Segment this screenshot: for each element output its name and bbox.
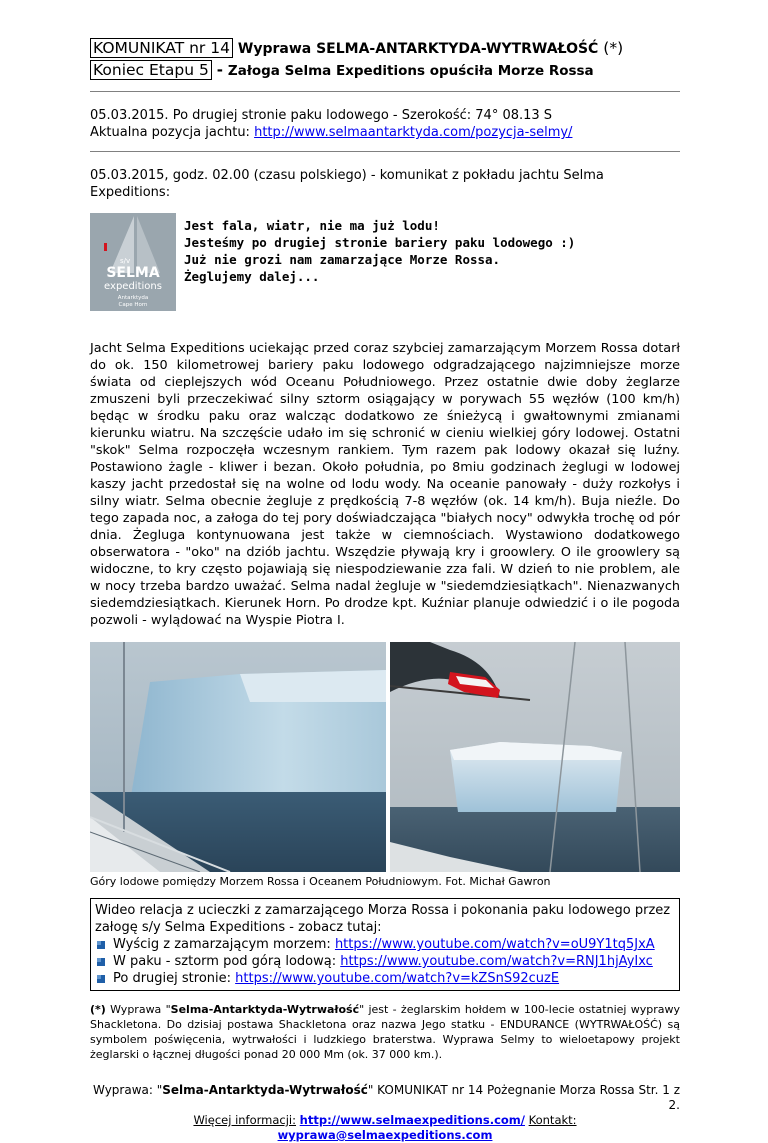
footer-post: " KOMUNIKAT nr 14 Pożegnanie Morza Rossa Str. 1 z 2. — [367, 1083, 680, 1112]
logo-line2-text: Cape Horn — [118, 302, 148, 308]
square-bullet-icon — [96, 940, 106, 950]
position-label: Aktualna pozycja jachtu: — [90, 125, 250, 140]
video-link-label: W paku - sztorm pod górą lodową: — [113, 954, 337, 969]
photo-caption: Góry lodowe pomiędzy Morzem Rossa i Oceanem Południowym. Fot. Michał Gawron — [90, 875, 551, 888]
video-link-label: Wyścig z zamarzającym morzem: — [113, 937, 331, 952]
position-info — [90, 107, 680, 141]
logo-line1-text: Antarktyda — [117, 295, 149, 301]
position-link-line — [90, 124, 680, 141]
video-link[interactable]: https://www.youtube.com/watch?v=oU9Y1tq5JxA — [334, 937, 655, 952]
website-link[interactable]: http://www.selmaexpeditions.com/ — [299, 1113, 525, 1127]
report-lead: 05.03.2015, godz. 02.00 (czasu polskiego) - komunikat z pokładu jachtu Selma Expeditions: — [90, 168, 604, 200]
contact-label: Kontakt: — [528, 1113, 577, 1127]
divider — [90, 151, 680, 152]
photo-row — [90, 642, 680, 872]
note-text: " jest - żeglarskim hołdem w 100-lecie ostatniej wyprawy Shackletona. Do dzisiaj postawa Shackletona oraz nazwa Jego statku - ENDURANCE (WYTRWAŁOŚĆ) są symbolem poświęcenia, wytrwałości i ludzkiego braterstwa. Wyprawa Selmy to wieloetapowy projekt żeglarski o łącznej długości ponad 20 000 Mm (ok. 37 000 km.). — [90, 1003, 681, 1061]
video-links — [95, 936, 673, 987]
square-bullet-icon — [96, 957, 106, 967]
video-link-item — [95, 970, 673, 987]
quote-line: Żeglujemy dalej... — [184, 269, 320, 284]
video-box — [90, 898, 680, 991]
header-line-1 — [90, 38, 680, 59]
video-link-item — [95, 953, 673, 970]
komunikat-number: KOMUNIKAT nr 14 — [90, 38, 233, 58]
video-intro: Wideo relacja z ucieczki z zamarzającego Morza Rossa i pokonania paku lodowego przez załogę s/y Selma Expeditions - zobacz tutaj: — [95, 903, 671, 935]
report-body: Jacht Selma Expeditions uciekając przed coraz szybciej zamarzającym Morzem Rossa dotarł do ok. 150 kilometrowej bariery paku lodowego odgradzającego najzimniejsze morze świata od cieplejszych wód Oceanu Południowego. Przez ostatnie dwie doby żeglarze zmuszeni byli przeczekiwać silny sztorm osiągający w porywach 55 węzłów (100 km/h) będąc w środku paku oraz walcząc dodatkowo ze śnieżycą i gwałtownymi zmianami kierunku wiatru. Na szczęście udało im się schronić w cieniu wielkiej góry lodowej. Ostatni "skok" Selma rozpoczęła wczesnym rankiem. Tym razem pak lodowy okazał się luźny. Postawiono żagle - kliwer i bezan. Około południa, po 8miu godzinach żeglugi w lodowej kaszy jacht przedostał się na wolne od lodu wody. Na oceanie panowały - duży rozkołys i silny wiatr. Selma obecnie żegluje z prędkością 7-8 węzłów (ok. 14 km/h). Buja nieźle. Do tego zapada noc, a załoga do tej pory doświadczająca "białych nocy" odwykła trochę od pór dnia. Żegluga kontynuowana jest także w ciemnościach. Wystawiono dodatkowego obserwatora - "oko" na dziób jachtu. Wszędzie pływają kry i groowlery. O ile groowlery są widoczne, to kry często pojawiają się niespodziewanie zza fali. W dzień to nie problem, ale w nocy trzeba bardzo uważać. Selma nadal żegluje w "siedemdziesiątkach". Nienazwanych siedemdziesiątkach. Kierunek Horn. Po drodze kpt. Kuźniar planuje odwiedzić i o ile pogoda pozwoli - wylądować na Wyspie Piotra I. — [90, 341, 680, 628]
video-link-label: Po drugiej stronie: — [113, 971, 232, 986]
asterisk-mark: (*) — [603, 39, 624, 57]
square-bullet-icon — [96, 974, 106, 984]
document-page — [90, 38, 680, 1143]
video-link[interactable]: https://www.youtube.com/watch?v=RNJ1hjAyIxc — [340, 954, 653, 969]
expedition-title: Wyprawa SELMA-ANTARKTYDA-WYTRWAŁOŚĆ — [237, 41, 599, 57]
iceberg-photo-right — [390, 642, 680, 872]
video-link[interactable]: https://www.youtube.com/watch?v=kZSnS92cuzE — [235, 971, 560, 986]
logo-sv-text: s/v — [120, 257, 131, 265]
footer-line — [90, 1083, 680, 1113]
video-link-item — [95, 936, 673, 953]
selma-expeditions-logo — [90, 213, 176, 311]
header-line-2 — [90, 59, 680, 82]
footer-pre: Wyprawa: " — [93, 1083, 163, 1097]
header-subtitle: Załoga Selma Expeditions opuściła Morze Rossa — [227, 63, 594, 79]
logo-quote-row — [90, 213, 680, 318]
footer-contact-line — [90, 1113, 680, 1143]
position-link[interactable]: http://www.selmaantarktyda.com/pozycja-selmy/ — [254, 125, 573, 140]
note-pre: Wyprawa " — [110, 1003, 171, 1016]
expedition-note — [90, 1002, 680, 1062]
footer-expedition-name: Selma-Antarktyda-Wytrwałość — [162, 1083, 368, 1097]
contact-email-link[interactable]: wyprawa@selmaexpeditions.com — [277, 1128, 493, 1142]
stage-label: Koniec Etapu 5 — [90, 60, 212, 80]
position-line: 05.03.2015. Po drugiej stronie paku lodowego - Szerokość: 74° 08.13 S — [90, 108, 553, 123]
more-info-label: Więcej informacji: — [193, 1113, 297, 1127]
quote-line: Jesteśmy po drugiej stronie bariery paku lodowego :) — [184, 235, 576, 250]
header-dash: - — [216, 61, 223, 79]
iceberg-photo-left — [90, 642, 386, 872]
logo-word-text: expeditions — [104, 281, 162, 292]
logo-name-text: SELMA — [106, 265, 160, 281]
note-expedition-name: Selma-Antarktyda-Wytrwałość — [170, 1003, 360, 1016]
note-mark: (*) — [90, 1003, 106, 1016]
deck-quote — [184, 217, 575, 285]
quote-line: Już nie grozi nam zamarzające Morze Rossa. — [184, 252, 501, 267]
divider — [90, 91, 680, 92]
quote-line: Jest fala, wiatr, nie ma już lodu! — [184, 218, 440, 233]
